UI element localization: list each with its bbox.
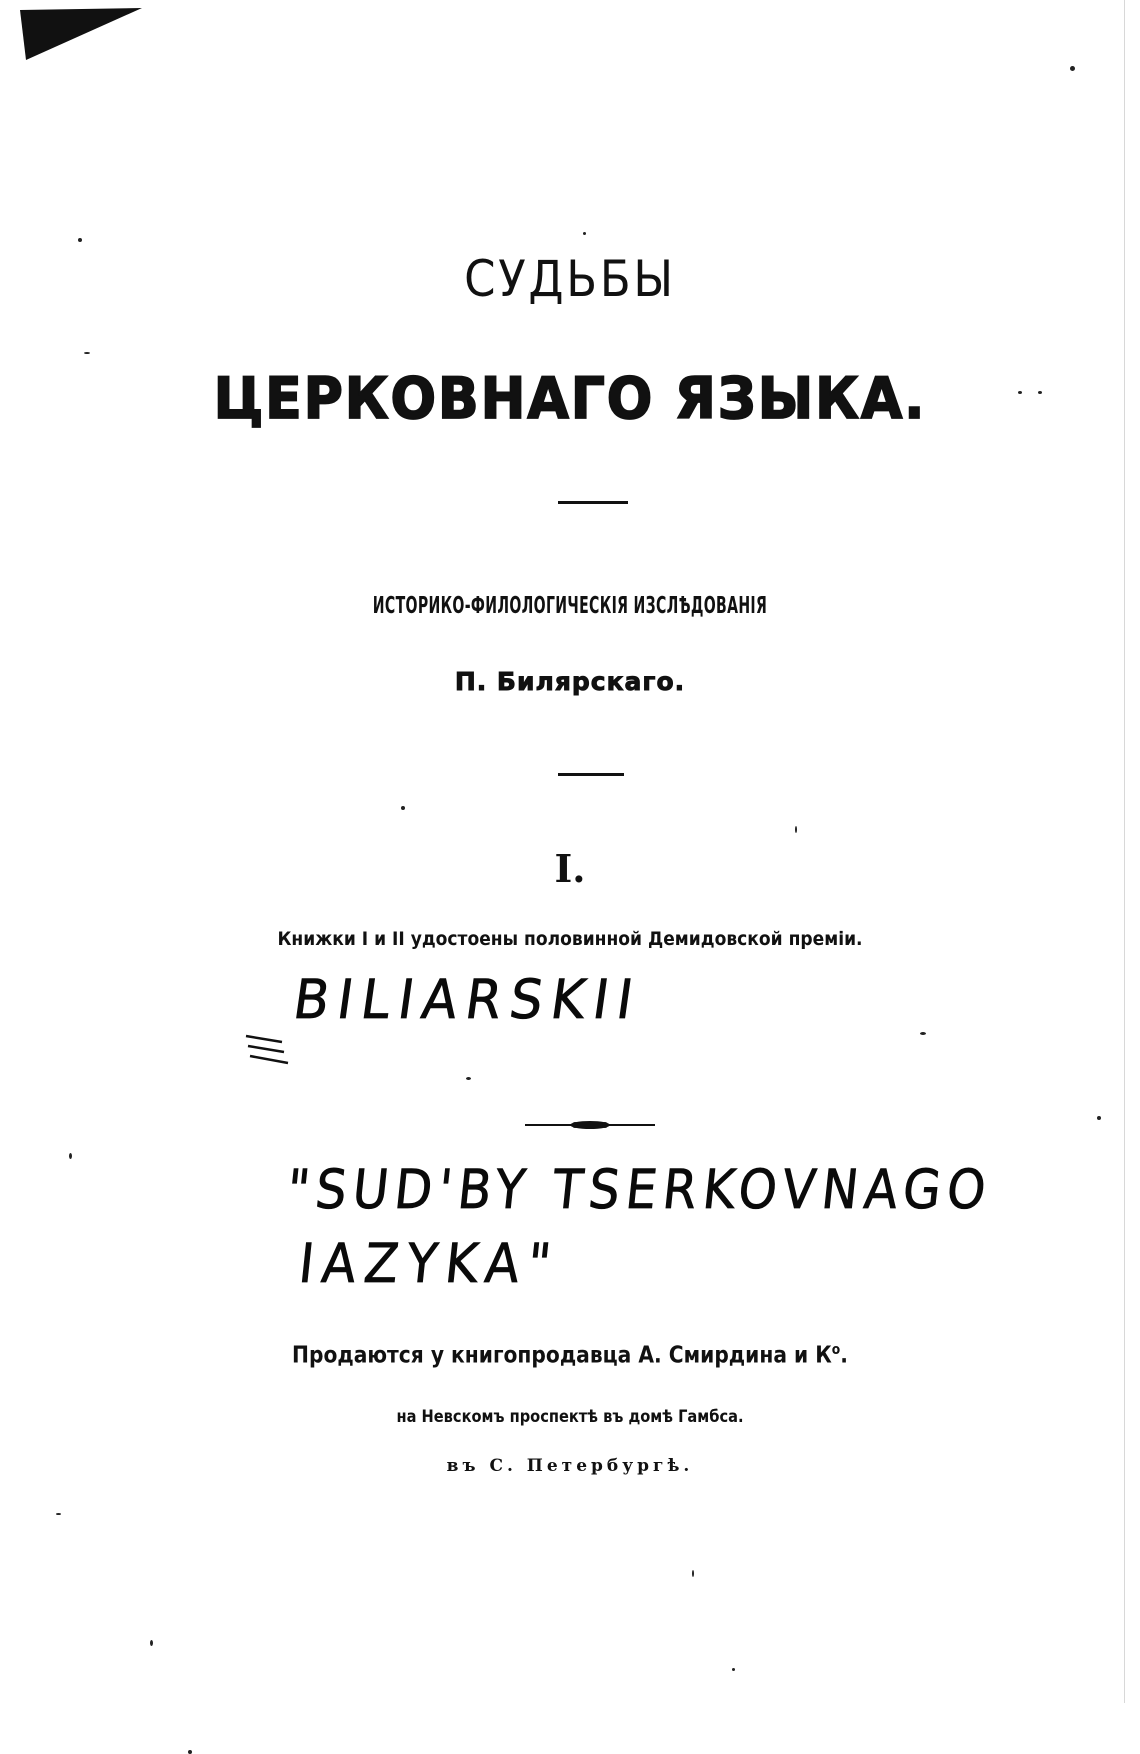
handwritten-title-line-2: IAZYKA" bbox=[295, 1232, 563, 1295]
scan-speck bbox=[583, 232, 586, 235]
scan-speck bbox=[78, 238, 82, 242]
handwritten-title-line-1: "SUD'BY TSERKOVNAGO bbox=[283, 1158, 996, 1221]
scan-speck bbox=[795, 826, 797, 833]
author-name: П. Билярскаго. bbox=[454, 667, 686, 696]
seller-superscript: о bbox=[831, 1342, 841, 1358]
scan-speck bbox=[1038, 391, 1042, 394]
city-line: въ С. Петербургѣ. bbox=[446, 1456, 694, 1476]
title-line-2: ЦЕРКОВНАГО ЯЗЫКА. bbox=[213, 366, 927, 432]
scan-shadow-artifact bbox=[12, 2, 142, 62]
scan-speck bbox=[401, 806, 405, 810]
handwritten-author: BILIARSKII bbox=[289, 968, 646, 1031]
seller-period: . bbox=[840, 1342, 848, 1369]
scan-speck bbox=[188, 1750, 192, 1754]
title-line-1: СУДЬБЫ bbox=[464, 250, 676, 308]
scan-speck bbox=[692, 1570, 694, 1577]
volume-number: I. bbox=[554, 846, 586, 891]
scan-speck bbox=[56, 1513, 61, 1515]
seller-text: Продаются у книгопродавца А. Смирдина и К bbox=[292, 1342, 832, 1369]
divider-rule-2 bbox=[558, 773, 624, 776]
scan-speck bbox=[466, 1077, 471, 1080]
seller-line bbox=[68, 1342, 1071, 1369]
scan-speck bbox=[69, 1153, 72, 1159]
scan-speck bbox=[1097, 1116, 1101, 1120]
scan-speck bbox=[732, 1668, 735, 1671]
scan-speck bbox=[1070, 66, 1075, 71]
scan-speck bbox=[84, 352, 90, 354]
scan-speck bbox=[1018, 391, 1022, 394]
handwritten-underline-marks bbox=[244, 1030, 294, 1066]
ornamental-divider bbox=[525, 1118, 655, 1132]
subtitle: ИСТОРИКО-ФИЛОЛОГИЧЕСКІЯ ИЗСЛѢДОВАНІЯ bbox=[372, 593, 768, 619]
scan-speck bbox=[920, 1032, 926, 1035]
prize-note: Книжки I и II удостоены половинной Демидовской преміи. bbox=[277, 928, 863, 950]
address-line: на Невскомъ проспектѣ въ домѣ Гамбса. bbox=[396, 1407, 744, 1427]
divider-rule-1 bbox=[558, 501, 628, 504]
scan-speck bbox=[150, 1640, 153, 1646]
